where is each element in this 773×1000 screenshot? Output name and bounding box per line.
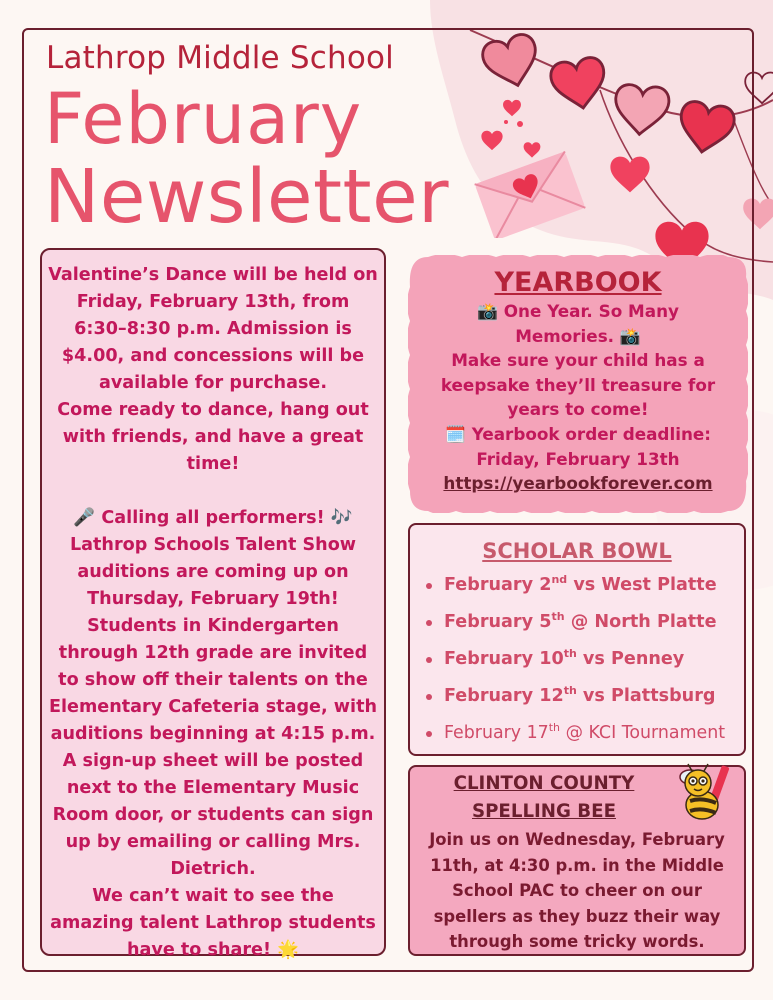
talent-show-details: Lathrop Schools Talent Show auditions are coming up on Thursday, February 19th! Students in Kindergarten through 12th grade are invited to show off their talents on the Elementary Cafeteria stage, with auditions beginning at 4:15 p.m. — [48, 535, 378, 744]
scholar-bowl-schedule — [410, 567, 744, 752]
spelling-bee-title-line2: SPELLING BEE — [472, 801, 616, 822]
spelling-bee-details: Join us on Wednesday, February 11th, at 4:30 p.m. in the Middle School PAC to cheer on our spellers as they buzz their way through some tricky words. — [429, 830, 725, 951]
list-item: February 12th vs Plattsburg — [410, 678, 744, 715]
yearbook-box — [408, 255, 748, 513]
scholar-bowl-box — [408, 523, 746, 756]
newsletter-title-line2: Newsletter — [44, 154, 450, 240]
yearbook-keepsake: Make sure your child has a keepsake they’ll treasure for years to come! — [440, 350, 716, 420]
yearbook-tagline: 📸 One Year. So Many Memories. 📸 — [477, 301, 679, 346]
signup-info: A sign-up sheet will be posted next to the Elementary Music Room door, or students can sign up by emailing or calling Mrs. Dietrich. — [52, 751, 374, 879]
spelling-bee-box — [408, 765, 746, 956]
scholar-bowl-title: SCHOLAR BOWL — [482, 539, 672, 563]
dance-announcement: Valentine’s Dance will be held on Friday, February 13th, from 6:30–8:30 p.m. Admission is $4.00, and concessions will be available for purchase. — [48, 265, 378, 393]
talent-closing: We can’t wait to see the amazing talent Lathrop students have to share! 🌟 — [50, 886, 376, 960]
yearbook-link[interactable]: https://yearbookforever.com — [443, 473, 713, 494]
list-item: February 10th vs Penney — [410, 641, 744, 678]
list-item: February 17th @ KCI Tournament — [410, 715, 744, 752]
yearbook-deadline: 🗓️ Yearbook order deadline: Friday, February 13th — [445, 423, 711, 469]
list-item: February 2nd vs West Platte — [410, 567, 744, 604]
talent-heading: 🎤 Calling all performers! 🎶 — [73, 508, 353, 528]
dance-invite: Come ready to dance, hang out with friends, and have a great time! — [57, 400, 369, 474]
dance-talent-box — [40, 248, 386, 960]
school-name: Lathrop Middle School — [46, 40, 395, 76]
list-item: February 5th @ North Platte — [410, 604, 744, 641]
bee-with-pencil-icon — [668, 761, 738, 827]
spelling-bee-title-line1: CLINTON COUNTY — [453, 773, 635, 794]
newsletter-title-line1: February — [44, 78, 363, 160]
yearbook-title: YEARBOOK — [494, 267, 662, 298]
